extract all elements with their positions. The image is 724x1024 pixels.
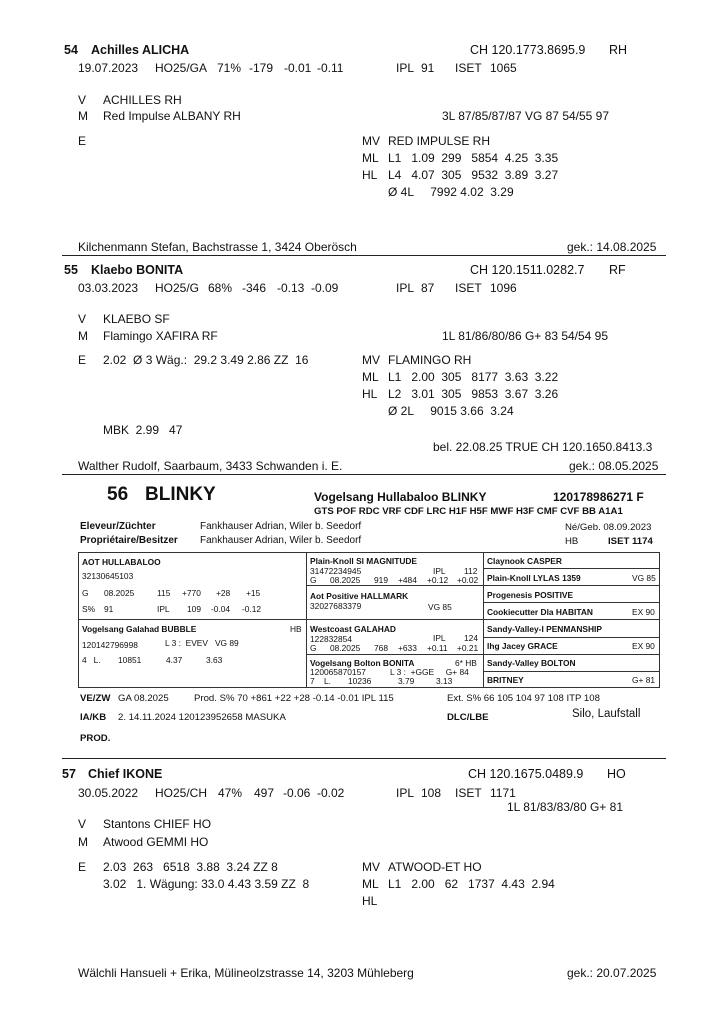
prod-label: PROD.	[80, 733, 111, 744]
sire-dam-number: 32027683379	[310, 601, 362, 611]
reliability: 47%	[218, 786, 243, 800]
animal-name: Klaebo BONITA	[91, 263, 184, 277]
dam-sire-g-label: G	[310, 643, 317, 653]
sire-sire-g-value: 919	[374, 575, 388, 585]
divider	[62, 474, 666, 475]
entry-number: 56	[107, 484, 129, 505]
dam-number: 120142796998	[82, 640, 138, 650]
sire-g-value: +15	[246, 588, 261, 598]
sire-label: V	[78, 93, 87, 107]
breed-code: HO	[607, 767, 626, 781]
birth-date: 30.05.2022	[78, 786, 139, 800]
gen3-sdd: Cookiecutter Dla HABITAN	[487, 607, 593, 617]
dam-dam-herdbook: 6* HB	[455, 658, 477, 668]
gen3-dsd: Ihg Jacey GRACE	[487, 641, 558, 651]
sire-g-value: +770	[182, 588, 201, 598]
grid-line	[483, 671, 659, 672]
sire-sire-g-value: +0.02	[457, 575, 479, 585]
owner-label: Propriétaire/Besitzer	[80, 535, 178, 546]
ipl-value: 87	[421, 281, 435, 295]
ml-values: L1 1.09 299 5854 4.25 3.35	[388, 151, 559, 165]
ml-values: L1 2.00 305 8177 3.63 3.22	[388, 370, 559, 384]
dam-dam-lactations: 7 L.	[310, 676, 331, 686]
fat-value: -0.13	[277, 281, 305, 295]
ipl-value: 91	[421, 61, 435, 75]
full-name: Vogelsang Hullabaloo BLINKY	[314, 490, 487, 504]
gen3-sds: Progenesis POSITIVE	[487, 590, 574, 600]
iset-value: 1096	[490, 281, 517, 295]
dam-dam-name: Vogelsang Bolton BONITA	[310, 658, 415, 668]
ml-label: ML	[362, 877, 379, 891]
production-index: Prod. S% 70 +861 +22 +28 -0.14 -0.01 IPL 115	[194, 693, 394, 704]
gek-date: gek.: 08.05.2025	[569, 459, 659, 473]
housing-note: Silo, Laufstall	[572, 708, 641, 720]
ml-values: L1 2.00 62 1737 4.43 2.94	[388, 877, 555, 891]
gen3-ddd: BRITNEY	[487, 675, 524, 685]
animal-id: CH 120.1511.0282.7	[470, 263, 585, 277]
divider	[62, 255, 666, 256]
dam-dam-classification: L 3 : +GGE G+ 84	[390, 667, 469, 677]
sire-sire-ipl: 112	[464, 566, 478, 576]
sire-ipl-value: -0.12	[242, 604, 262, 614]
ipl-label: IPL	[396, 281, 415, 295]
sire-ipl-value: 109	[187, 604, 201, 614]
divider	[62, 758, 666, 759]
e-values: 2.03 263 6518 3.88 3.24 ZZ 8	[103, 860, 278, 874]
sire-g-value: +28	[216, 588, 231, 598]
grid-line	[78, 619, 659, 620]
milk-value: -346	[242, 281, 267, 295]
ipl-label: IPL	[396, 786, 415, 800]
animal-id: CH 120.1773.8695.9	[470, 43, 586, 57]
grid-line	[483, 602, 659, 603]
e-values: 2.02 Ø 3 Wäg.: 29.2 3.49 2.86 ZZ 16	[103, 353, 309, 367]
protein-value: -0.02	[317, 786, 345, 800]
dam-dam-milk: 10236	[348, 676, 372, 686]
birth-date: 19.07.2023	[78, 61, 139, 75]
gen3-dsd-score: EX 90	[632, 641, 655, 651]
iset-label: ISET	[455, 281, 482, 295]
breed-code: RF	[609, 263, 626, 277]
owner-address: Walther Rudolf, Saarbaum, 3433 Schwanden i. E.	[78, 459, 343, 473]
sire-sire-ipl-label: IPL	[433, 566, 446, 576]
sire-ipl-label: IPL	[157, 604, 170, 614]
average-values: Ø 4L 7992 4.02 3.29	[388, 185, 514, 199]
entry-number: 54	[64, 43, 78, 57]
breeder-name: Fankhauser Adrian, Wiler b. Seedorf	[200, 521, 362, 532]
birth-date: 03.03.2023	[78, 281, 139, 295]
dam-lactations: 4 L.	[82, 655, 101, 665]
dam-sire-ipl: 124	[464, 633, 478, 643]
milk-value: 497	[254, 786, 275, 800]
sire-sire-g-date: 08.2025	[330, 575, 361, 585]
dam-name: Vogelsang Galahad BUBBLE	[82, 624, 197, 634]
hl-values: L2 3.01 305 9853 3.67 3.26	[388, 387, 559, 401]
breed-code: RH	[609, 43, 628, 57]
mv-name: FLAMINGO RH	[388, 353, 472, 367]
sire-name: KLAEBO SF	[103, 312, 170, 326]
dam-label: M	[78, 109, 88, 123]
sire-sire-g-value: +0.12	[427, 575, 449, 585]
animal-id: CH 120.1675.0489.9	[468, 767, 584, 781]
weighing-values: 3.02 1. Wägung: 33.0 4.43 3.59 ZZ 8	[103, 877, 310, 891]
mv-label: MV	[362, 353, 380, 367]
genomic-base: HO25/G	[155, 281, 200, 295]
dam-milk: 10851	[118, 655, 142, 665]
sire-s-label: S%	[82, 604, 96, 614]
registration-number: 120178986271 F	[553, 490, 644, 504]
dam-label: M	[78, 835, 88, 849]
animal-name: BLINKY	[145, 484, 216, 505]
milk-value: -179	[249, 61, 274, 75]
exterior-index: Ext. S% 66 105 104 97 108 ITP 108	[447, 693, 600, 704]
e-label: E	[78, 860, 87, 874]
vezw-label: VE/ZW	[80, 693, 111, 704]
iset-label: ISET	[455, 61, 482, 75]
sire-name: ACHILLES RH	[103, 93, 182, 107]
ml-label: ML	[362, 151, 379, 165]
sire-number: 32130645103	[82, 571, 134, 581]
dam-sire-g-value: +0.11	[427, 643, 448, 653]
sire-sire-g-value: +484	[398, 575, 417, 585]
dam-fat: 4.37	[166, 655, 183, 665]
dam-sire-g-value: +633	[398, 643, 417, 653]
sire-dam-name: Aot Positive HALLMARK	[310, 591, 409, 601]
grid-line	[483, 585, 659, 586]
gen3-sdd-score: EX 90	[632, 607, 655, 617]
mv-label: MV	[362, 134, 380, 148]
owner-address: Kilchenmann Stefan, Bachstrasse 1, 3424 Oberösch	[78, 240, 357, 254]
e-label: E	[78, 353, 87, 367]
owner-address: Wälchli Hansueli + Erika, Mülineolzstrasse 14, 3203 Mühleberg	[78, 966, 414, 980]
sire-name: AOT HULLABALOO	[82, 557, 161, 567]
dam-name: Flamingo XAFIRA RF	[103, 329, 218, 343]
sire-s-value: 91	[104, 604, 114, 614]
dam-sire-g-value: 768	[374, 643, 388, 653]
gen3-dss: Sandy-Valley-I PENMANSHIP	[487, 624, 602, 634]
gen3-ssd: Plain-Knoll LYLAS 1359	[487, 573, 581, 583]
owner-name: Fankhauser Adrian, Wiler b. Seedorf	[200, 535, 362, 546]
ipl-value: 108	[421, 786, 442, 800]
mv-name: ATWOOD-ET HO	[388, 860, 482, 874]
sire-sire-g-label: G	[310, 575, 317, 585]
protein-value: -0.11	[317, 61, 344, 75]
gen3-ddd-score: G+ 81	[632, 675, 656, 685]
dam-label: M	[78, 329, 88, 343]
reliability: 71%	[217, 61, 242, 75]
grid-line	[483, 654, 659, 655]
ipl-label: IPL	[396, 61, 415, 75]
dam-name: Atwood GEMMI HO	[103, 835, 209, 849]
sire-g-date: 08.2025	[104, 588, 135, 598]
protein-value: -0.09	[311, 281, 339, 295]
sire-g-label: G	[82, 588, 89, 598]
entry-number: 57	[62, 767, 76, 781]
dam-sire-name: Westcoast GALAHAD	[310, 624, 396, 634]
iset-label: ISET	[455, 786, 482, 800]
entry-number: 55	[64, 263, 78, 277]
animal-name: Chief IKONE	[88, 767, 163, 781]
dam-sire-number: 122832854	[310, 634, 352, 644]
dam-name: Red Impulse ALBANY RH	[103, 109, 241, 123]
dam-sire-g-date: 08.2025	[330, 643, 361, 653]
e-label: E	[78, 134, 87, 148]
mv-label: MV	[362, 860, 380, 874]
breeder-label: Eleveur/Züchter	[80, 521, 156, 532]
gen3-dds: Sandy-Valley BOLTON	[487, 658, 576, 668]
dam-sire-g-value: +0.21	[457, 643, 479, 653]
gek-date: gek.: 20.07.2025	[567, 966, 657, 980]
genetic-codes: GTS POF RDC VRF CDF LRC H1F H5F MWF H3F CMF CVF BB A1A1	[314, 506, 623, 517]
sire-sire-number: 31472234945	[310, 566, 362, 576]
grid-line	[306, 654, 483, 655]
iset-value: ISET 1174	[608, 536, 653, 547]
ml-label: ML	[362, 370, 379, 384]
grid-line	[483, 637, 659, 638]
fat-value: -0.01	[284, 61, 312, 75]
dlc-label: DLC/LBE	[447, 712, 489, 723]
herdbook-label: HB	[565, 536, 579, 547]
dam-herdbook: HB	[290, 624, 302, 634]
iset-value: 1065	[490, 61, 517, 75]
dam-dam-number: 120065870157	[310, 667, 366, 677]
fat-value: -0.06	[283, 786, 311, 800]
vezw-value: GA 08.2025	[118, 693, 169, 704]
hl-label: HL	[362, 168, 378, 182]
grid-line	[306, 585, 483, 586]
iakb-label: IA/KB	[80, 712, 107, 723]
grid-line	[483, 568, 659, 569]
dam-protein: 3.63	[206, 655, 223, 665]
dam-classification: L 3 : EVEV VG 89	[165, 638, 239, 648]
mv-name: RED IMPULSE RH	[388, 134, 491, 148]
genomic-base: HO25/CH	[155, 786, 208, 800]
dam-dam-fat: 3.79	[398, 676, 415, 686]
hl-label: HL	[362, 894, 378, 908]
sire-dam-score: VG 85	[428, 602, 452, 612]
sire-name: Stantons CHIEF HO	[103, 817, 212, 831]
dam-score: 3L 87/85/87/87 VG 87 54/55 97	[442, 109, 610, 123]
iset-value: 1171	[490, 786, 516, 800]
iakb-value: 2. 14.11.2024 120123952658 MASUKA	[118, 712, 286, 723]
sire-label: V	[78, 312, 87, 326]
sire-ipl-value: -0.04	[211, 604, 231, 614]
dam-score: 1L 81/86/80/86 G+ 83 54/54 95	[442, 329, 609, 343]
dam-sire-ipl-label: IPL	[433, 633, 446, 643]
lent-note: bel. 22.08.25 TRUE CH 120.1650.8413.3	[433, 440, 653, 454]
gen3-ssd-score: VG 85	[632, 573, 656, 583]
average-values: Ø 2L 9015 3.66 3.24	[388, 404, 514, 418]
sire-g-value: 115	[157, 588, 171, 598]
mbk-values: MBK 2.99 47	[103, 423, 183, 437]
hl-values: L4 4.07 305 9532 3.89 3.27	[388, 168, 559, 182]
birth-date: Né/Geb. 08.09.2023	[565, 522, 652, 533]
hl-label: HL	[362, 387, 378, 401]
animal-name: Achilles ALICHA	[91, 43, 190, 57]
gek-date: gek.: 14.08.2025	[567, 240, 657, 254]
sire-label: V	[78, 817, 87, 831]
sire-sire-name: Plain-Knoll Sl MAGNITUDE	[310, 556, 418, 566]
classification: 1L 81/83/83/80 G+ 81	[507, 800, 623, 814]
genomic-base: HO25/GA	[155, 61, 208, 75]
gen3-sss: Claynook CASPER	[487, 556, 562, 566]
dam-dam-protein: 3.13	[436, 676, 453, 686]
reliability: 68%	[208, 281, 233, 295]
